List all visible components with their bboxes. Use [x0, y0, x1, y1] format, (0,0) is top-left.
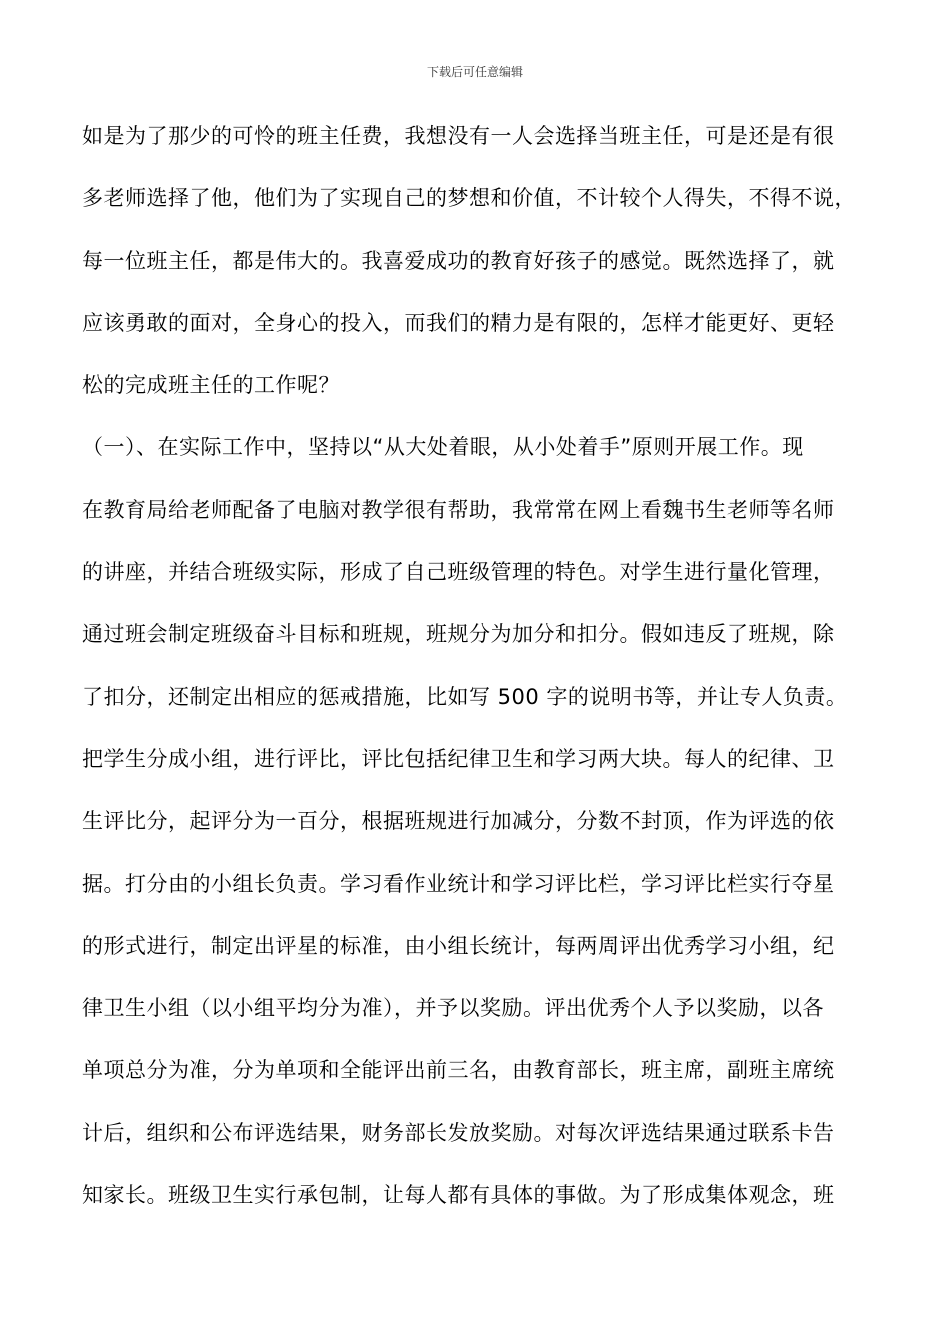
text-line: 生评比分，起评分为一百分，根据班规进行加减分，分数不封顶，作为评选的依: [82, 809, 835, 834]
text-line: 律卫生小组（以小组平均分为准），并予以奖励。评出优秀个人予以奖励，以各: [82, 996, 824, 1021]
text-line: 通过班会制定班级奋斗目标和班规，班规分为加分和扣分。假如违反了班规，除: [82, 622, 835, 647]
text-line: 知家长。班级卫生实行承包制，让每人都有具体的事做。为了形成集体观念，班: [82, 1183, 835, 1208]
text-line: 每一位班主任，都是伟大的。我喜爱成功的教育好孩子的感觉。既然选择了，就: [82, 248, 835, 273]
text-line: 单项总分为准，分为单项和全能评出前三名，由教育部长，班主席，副班主席统: [82, 1058, 835, 1083]
text-line: 应该勇敢的面对，全身心的投入，而我们的精力是有限的，怎样才能更好、更轻: [82, 310, 835, 335]
text-line: 如是为了那少的可怜的班主任费，我想没有一人会选择当班主任，可是还是有很: [82, 124, 835, 148]
text-line: 把学生分成小组，进行评比，评比包括纪律卫生和学习两大块。每人的纪律、卫: [82, 746, 835, 771]
text-line: 在教育局给老师配备了电脑对教学很有帮助，我常常在网上看魏书生老师等名师: [82, 497, 835, 522]
text-line: （一）、在实际工作中，坚持以“从大处着眼，从小处着手”原则开展工作。现: [82, 435, 804, 460]
page-header-note: 下载后可任意编辑: [426, 65, 523, 79]
text-line: 计后，组织和公布评选结果，财务部长发放奖励。对每次评选结果通过联系卡告: [82, 1120, 835, 1145]
body-text: [82, 114, 882, 1235]
text-line: 多老师选择了他，他们为了实现自己的梦想和价值，不计较个人得失，不得不说，: [82, 186, 856, 211]
text-line: 的讲座，并结合班级实际，形成了自己班级管理的特色。对学生进行量化管理，: [82, 560, 835, 585]
text-line: 了扣分，还制定出相应的惩戒措施，比如写 500 字的说明书等，并让专人负责。: [82, 684, 848, 709]
text-line: 松的完成班主任的工作呢？: [82, 373, 340, 398]
text-line: 据。打分由的小组长负责。学习看作业统计和学习评比栏，学习评比栏实行夺星: [82, 871, 835, 896]
text-line: 的形式进行，制定出评星的标准，由小组长统计，每两周评出优秀学习小组，纪: [82, 933, 835, 958]
